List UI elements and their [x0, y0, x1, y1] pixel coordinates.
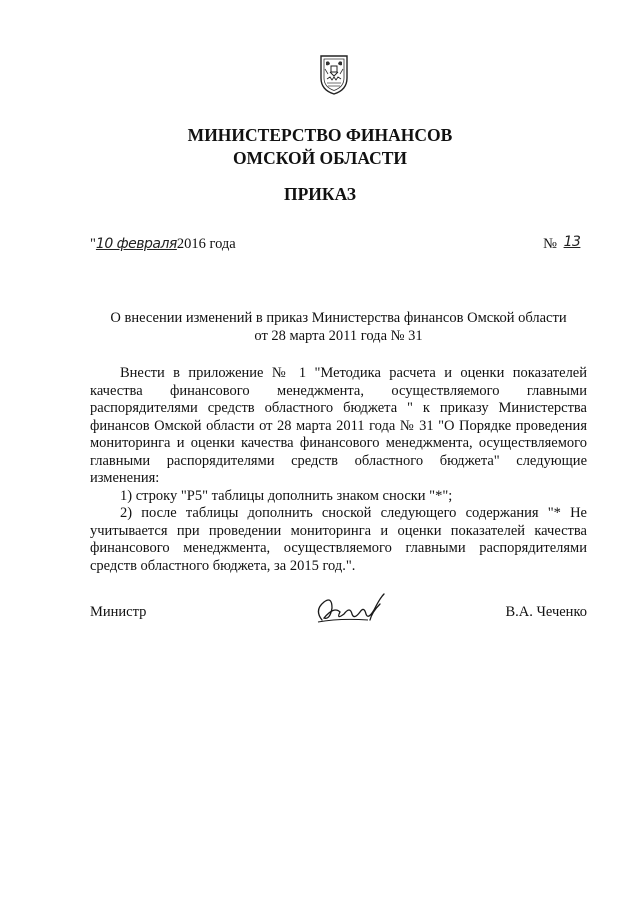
- order-date: [90, 236, 236, 253]
- body-paragraph-1: Внести в приложение № 1 "Методика расчета и оценки показателей качества финансового менеджмента, осуществляемого главными распорядителями средств областного бюджета " к приказу Министерства финансов Омской области от 28 марта 2011 года № 31 "О Порядке проведения мониторинга и оценки качества финансового менеджмента, осуществляемого главными распорядителями средств областного бюджета" следующие изменения:: [90, 365, 587, 486]
- handwritten-signature: [310, 590, 390, 630]
- handwritten-order-number: 13: [563, 234, 581, 250]
- date-suffix: 2016 года: [176, 236, 236, 252]
- ministry-name: [0, 124, 640, 170]
- body-paragraph-2: 1) строку "Р5" таблицы дополнить знаком сноски "*";: [120, 487, 453, 504]
- order-body: [90, 365, 587, 575]
- ministry-line-1: МИНИСТЕРСТВО ФИНАНСОВ: [187, 125, 453, 145]
- ministry-line-2: ОМСКОЙ ОБЛАСТИ: [232, 148, 408, 168]
- coat-of-arms-icon: [317, 52, 351, 96]
- signatory-title: Министр: [90, 604, 147, 620]
- order-number-label: №: [543, 236, 557, 252]
- signature-block: [90, 600, 587, 630]
- date-open-quote: ": [90, 236, 96, 252]
- handwritten-date: 10 февраля: [95, 236, 177, 252]
- subject-line-2: от 28 марта 2011 года № 31: [254, 328, 423, 344]
- subject-line-1: О внесении изменений в приказ Министерства финансов Омской области: [110, 310, 567, 326]
- signatory-name: В.А. Чеченко: [505, 604, 587, 620]
- body-paragraph-3: 2) после таблицы дополнить сноской следующего содержания "* Не учитывается при проведении мониторинга и оценки показателей качества финансового менеджмента, осуществляемого главными распорядителями средств областного бюджета, за 2015 год.".: [90, 505, 587, 574]
- order-meta: [90, 236, 587, 258]
- order-subject: [90, 309, 587, 345]
- document-type: ПРИКАЗ: [283, 184, 357, 204]
